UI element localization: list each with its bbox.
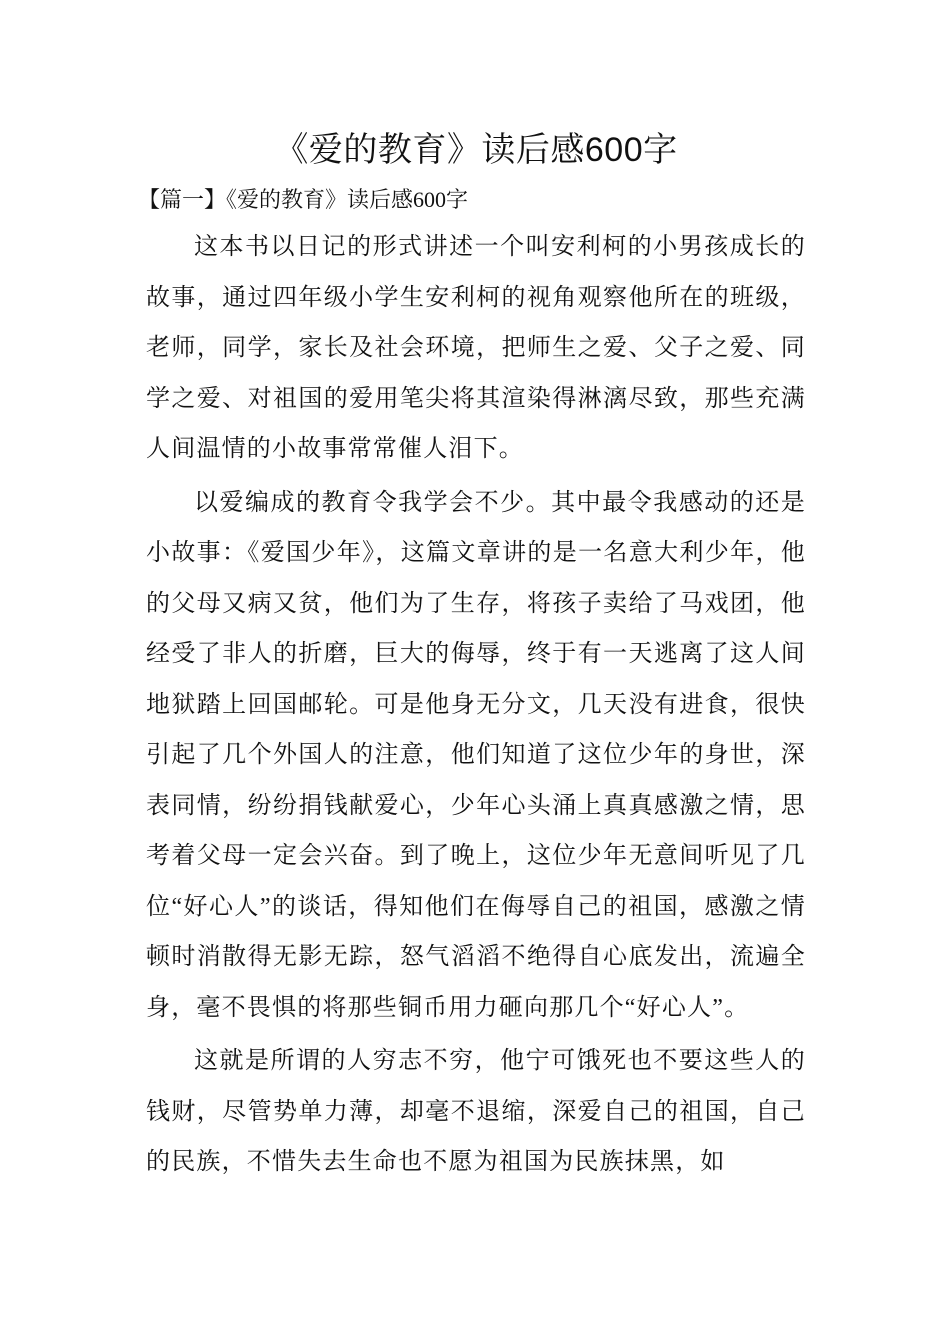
section-heading: 【篇一】《爱的教育》读后感600字 [138, 187, 469, 212]
document-page [138, 120, 806, 1188]
paragraph-3: 这就是所谓的人穷志不穷，他宁可饿死也不要这些人的钱财，尽管势单力薄，却毫不退缩，深爱自己的祖国，自己的民族，不惜失去生命也不愿为祖国为民族抹黑，如 [146, 1048, 806, 1175]
paragraph-1: 这本书以日记的形式讲述一个叫安利柯的小男孩成长的故事，通过四年级小学生安利柯的视角观察他所在的班级，老师，同学，家长及社会环境，把师生之爱、父子之爱、同学之爱、对祖国的爱用笔尖将其渲染得淋漓尽致，那些充满人间温情的小故事常常催人泪下。 [146, 234, 806, 462]
document-title: 《爱的教育》读后感600字 [274, 131, 678, 169]
paragraph-2: 以爱编成的教育令我学会不少。其中最令我感动的还是小故事：《爱国少年》，这篇文章讲的是一名意大利少年，他的父母又病又贫，他们为了生存，将孩子卖给了马戏团，他经受了非人的折磨，巨大的侮辱，终于有一天逃离了这人间地狱踏上回国邮轮。可是他身无分文，几天没有进食，很快引起了几个外国人的注意，他们知道了这位少年的身世，深表同情，纷纷捐钱献爱心，少年心头涌上真真感激之情，思考着父母一定会兴奋。到了晚上，这位少年无意间听见了几位“好心人”的谈话，得知他们在侮辱自己的祖国，感激之情顿时消散得无影无踪，怒气滔滔不绝得自心底发出，流遍全身，毫不畏惧的将那些铜币用力砸向那几个“好心人”。 [146, 489, 806, 1021]
